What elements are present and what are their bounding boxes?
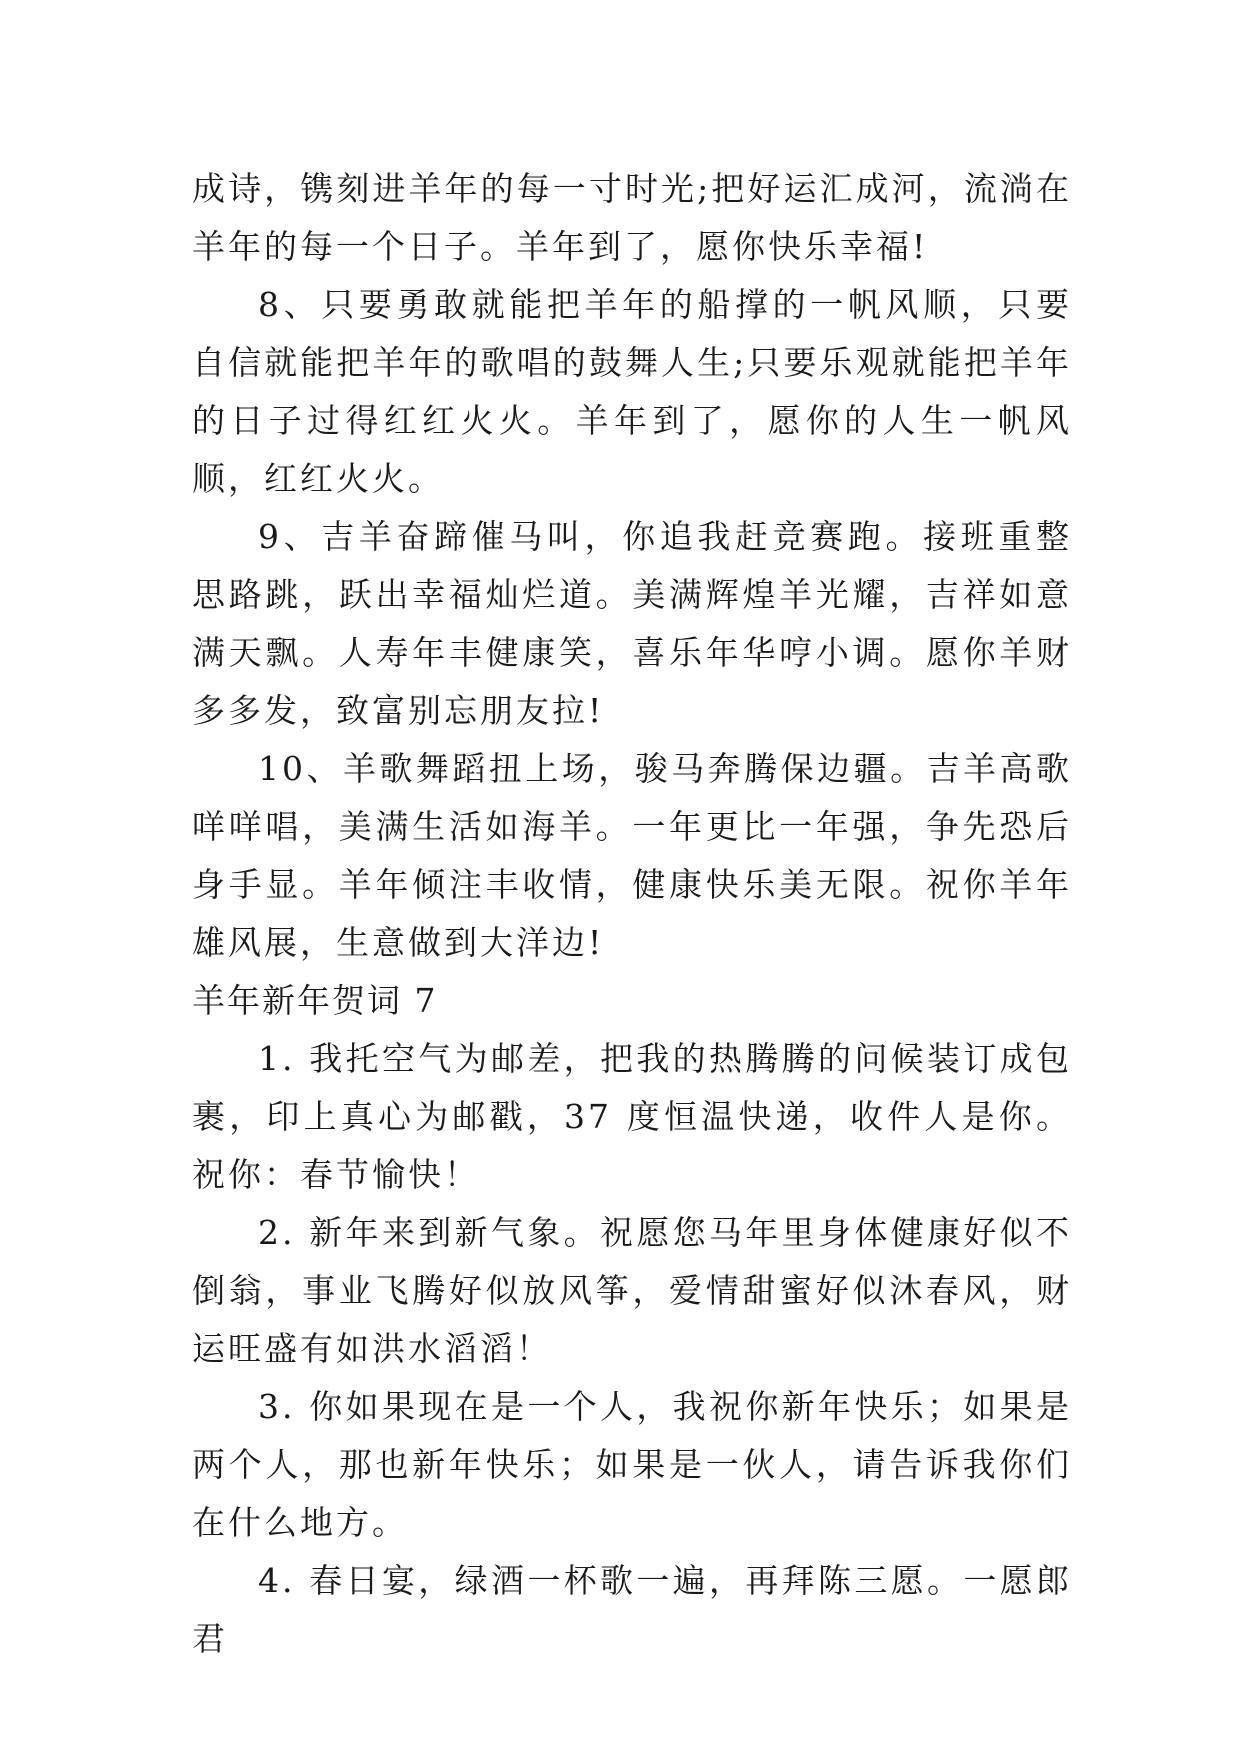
paragraph-continuation: 成诗，镌刻进羊年的每一寸时光;把好运汇成河，流淌在羊年的每一个日子。羊年到了，愿你快乐幸福! (192, 169, 1072, 266)
document-body (192, 160, 1072, 1668)
paragraph-greeting-3: 3. 你如果现在是一个人，我祝你新年快乐；如果是两个人，那也新年快乐；如果是一伙人，请告诉我你们在什么地方。 (192, 1387, 1072, 1542)
paragraph-item-10: 10、羊歌舞蹈扭上场，骏马奔腾保边疆。吉羊高歌咩咩唱，美满生活如海羊。一年更比一年强，争先恐后身手显。羊年倾注丰收情，健康快乐美无限。祝你羊年雄风展，生意做到大洋边! (192, 749, 1072, 962)
paragraph-item-9: 9、吉羊奋蹄催马叫，你追我赶竞赛跑。接班重整思路跳，跃出幸福灿烂道。美满辉煌羊光耀，吉祥如意满天飘。人寿年丰健康笑，喜乐年华哼小调。愿你羊财多多发，致富别忘朋友拉! (192, 517, 1072, 730)
section-heading: 羊年新年贺词 7 (192, 981, 438, 1020)
paragraph-greeting-1: 1. 我托空气为邮差，把我的热腾腾的问候装订成包裹，印上真心为邮戳，37 度恒温快递，收件人是你。祝你：春节愉快！ (192, 1039, 1072, 1194)
paragraph-item-8: 8、只要勇敢就能把羊年的船撑的一帆风顺，只要自信就能把羊年的歌唱的鼓舞人生;只要乐观就能把羊年的日子过得红红火火。羊年到了，愿你的人生一帆风顺，红红火火。 (192, 285, 1072, 498)
paragraph-greeting-4: 4. 春日宴，绿酒一杯歌一遍，再拜陈三愿。一愿郎君 (192, 1561, 1072, 1658)
paragraph-greeting-2: 2. 新年来到新气象。祝愿您马年里身体健康好似不倒翁，事业飞腾好似放风筝，爱情甜蜜好似沐春风，财运旺盛有如洪水滔滔！ (192, 1213, 1072, 1368)
